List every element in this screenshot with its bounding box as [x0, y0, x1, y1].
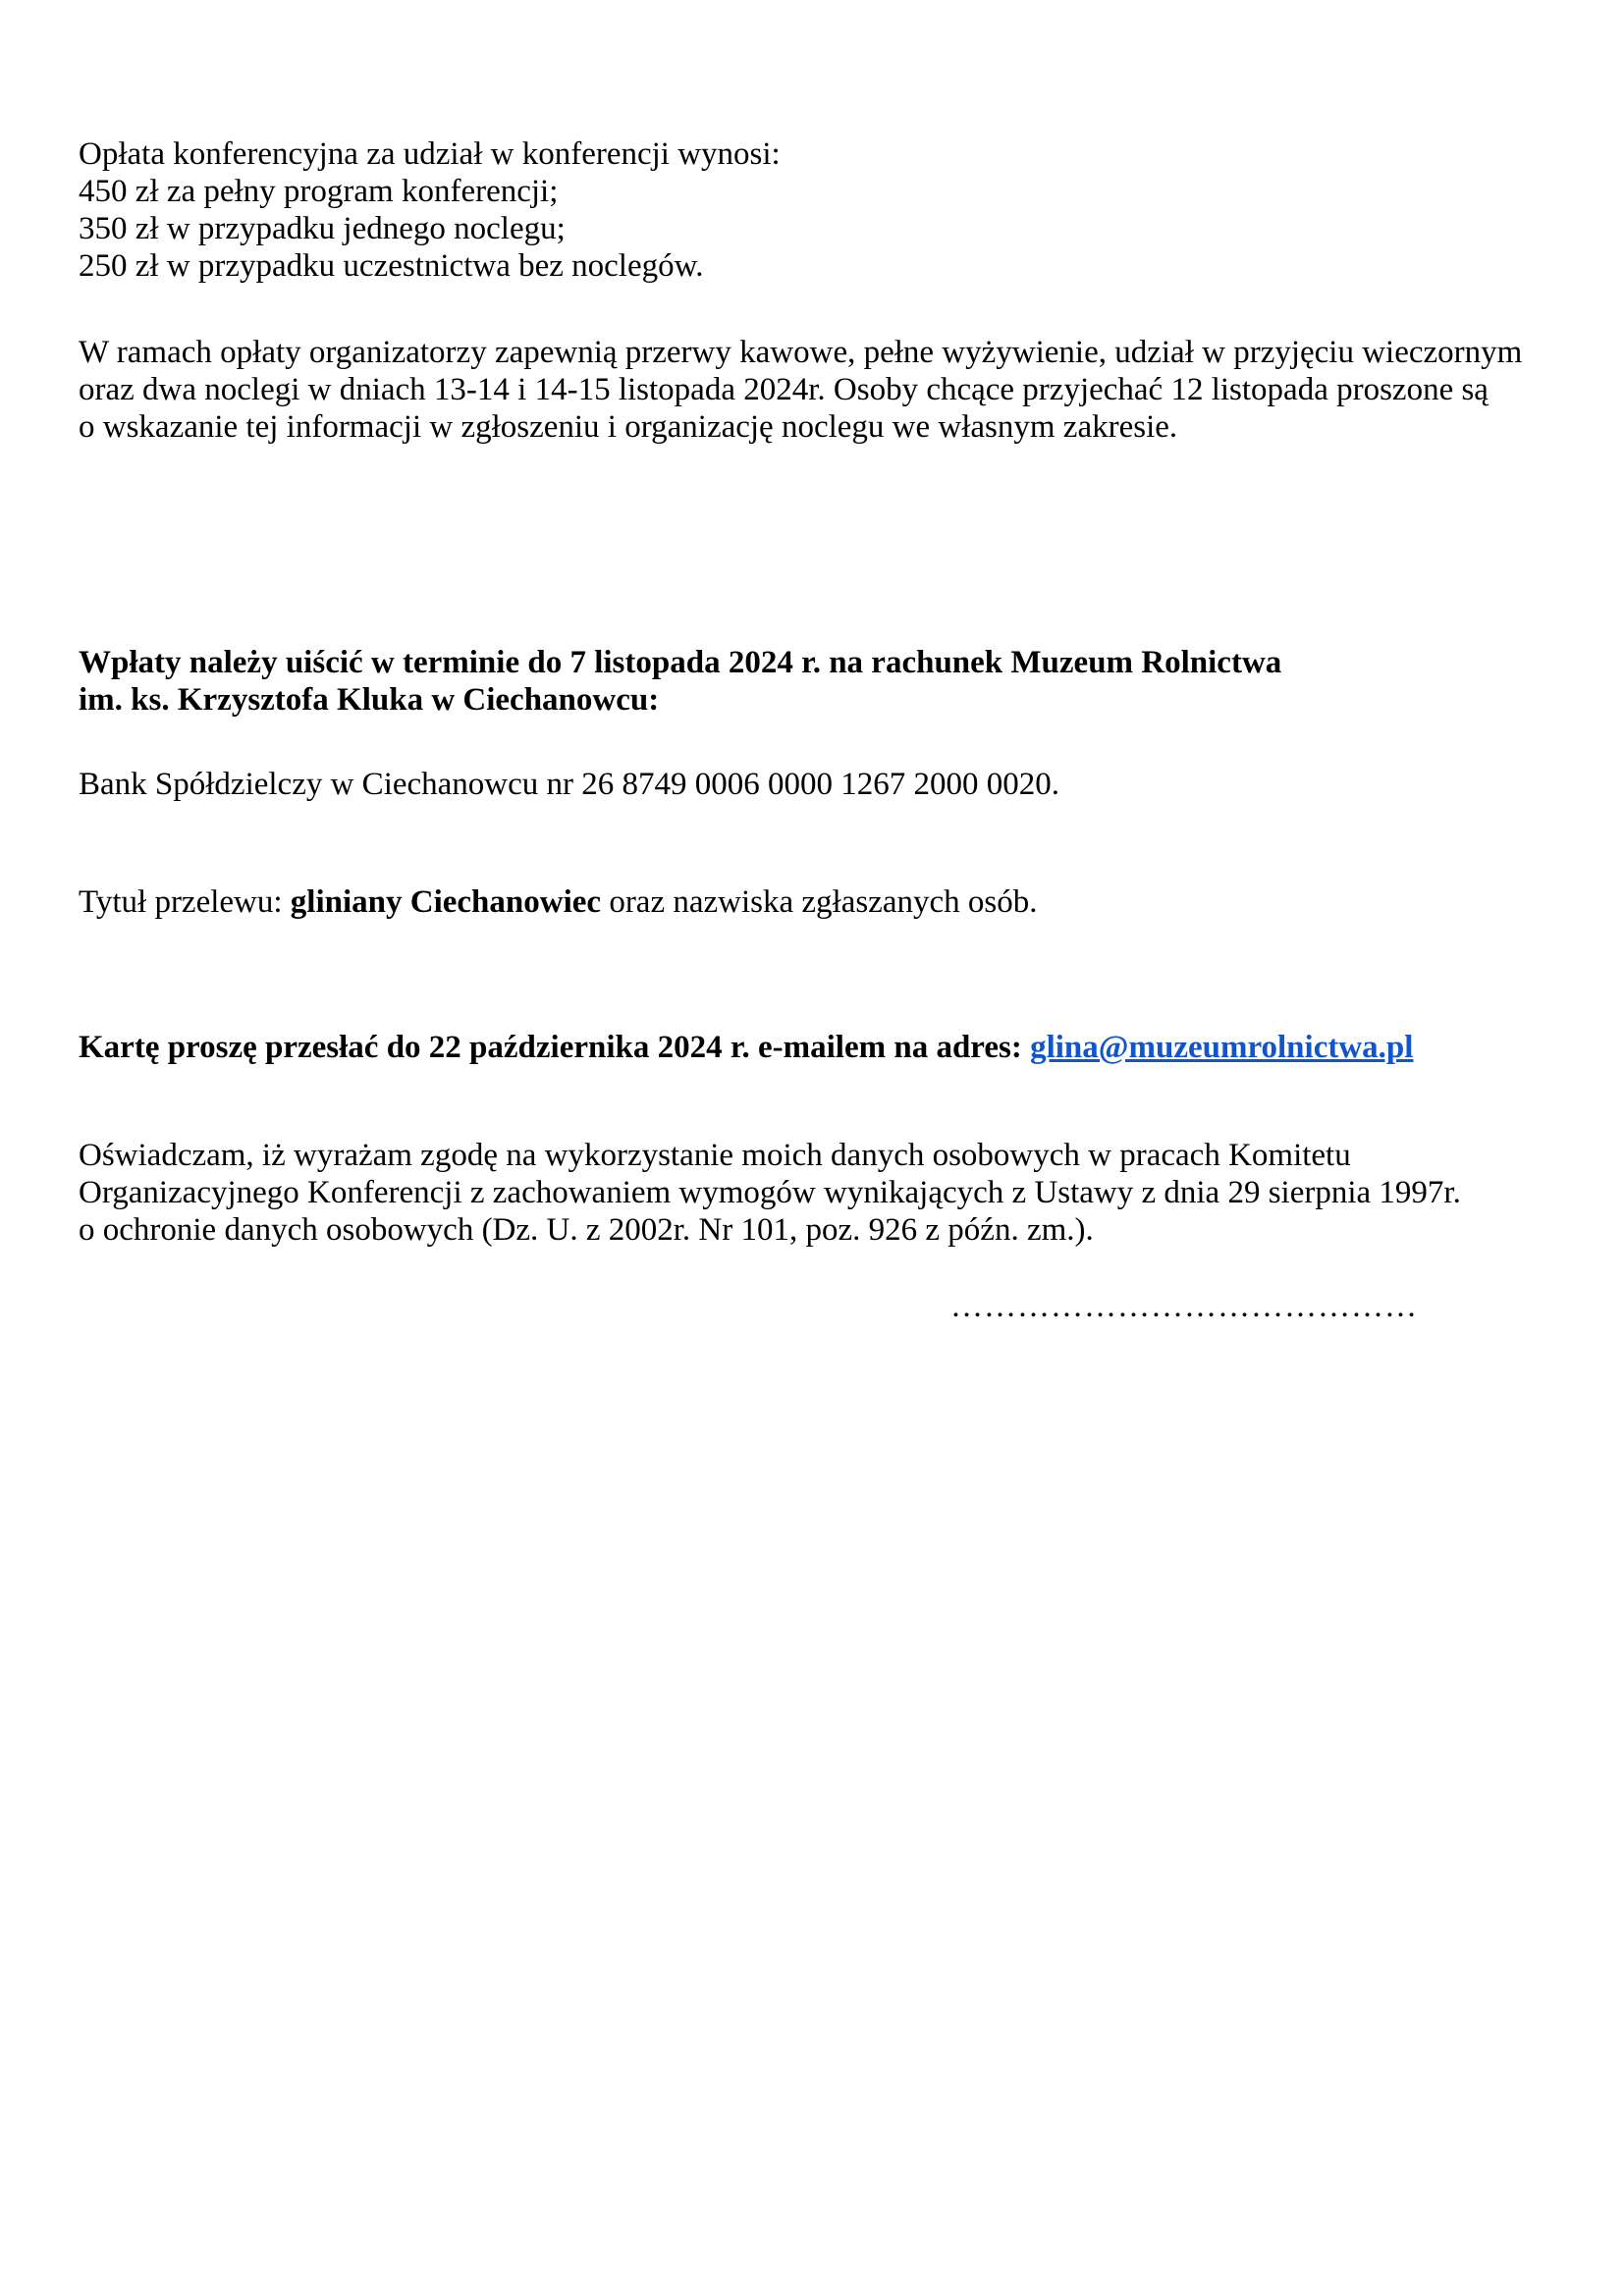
transfer-title-prefix: Tytuł przelewu: — [79, 884, 291, 920]
payment-deadline-line: Wpłaty należy uiścić w terminie do 7 listopada 2024 r. na rachunek Muzeum Rolnictwa — [79, 645, 1282, 680]
signature-line: …………………………………… — [950, 1289, 1418, 1324]
document-page — [79, 135, 1555, 1325]
conference-fees-section — [79, 135, 1555, 446]
submission-paragraph — [79, 1029, 1555, 1066]
payment-deadline-line: im. ks. Krzysztofa Kluka w Ciechanowcu: — [79, 682, 660, 718]
transfer-title-paragraph — [79, 883, 1555, 921]
fees-included-paragraph — [79, 334, 1555, 446]
consent-line: Organizacyjnego Konferencji z zachowaniem wymogów wynikających z Ustawy z dnia 29 sierpnia 1997r. — [79, 1175, 1461, 1210]
fees-intro: Opłata konferencyjna za udział w konferencji wynosi: — [79, 136, 781, 172]
fee-item-one-night: 350 zł w przypadku jednego noclegu; — [79, 211, 566, 246]
transfer-title-suffix: oraz nazwiska zgłaszanych osób. — [601, 884, 1038, 920]
fees-included-line: o wskazanie tej informacji w zgłoszeniu i organizację noclegu we własnym zakresie. — [79, 409, 1178, 445]
fees-included-line: W ramach opłaty organizatorzy zapewnią przerwy kawowe, pełne wyżywienie, udział w przyjęciu wieczornym — [79, 335, 1523, 370]
email-link[interactable]: glina@muzeumrolnictwa.pl — [1030, 1030, 1414, 1065]
fee-item-no-nights: 250 zł w przypadku uczestnictwa bez noclegów. — [79, 248, 704, 284]
consent-line: o ochronie danych osobowych (Dz. U. z 2002r. Nr 101, poz. 926 z późn. zm.). — [79, 1212, 1094, 1248]
payment-deadline-paragraph — [79, 644, 1555, 719]
transfer-title-bold: gliniany Ciechanowiec — [290, 884, 602, 920]
fees-included-line: oraz dwa noclegi w dniach 13-14 i 14-15 listopada 2024r. Osoby chcące przyjechać 12 listopada proszone są — [79, 372, 1489, 407]
submission-text: Kartę proszę przesłać do 22 października 2024 r. e-mailem na adres: — [79, 1030, 1031, 1065]
bank-account: Bank Spółdzielczy w Ciechanowcu nr 26 8749 0006 0000 1267 2000 0020. — [79, 767, 1060, 802]
consent-paragraph — [79, 1137, 1555, 1249]
fee-item-full: 450 zł za pełny program konferencji; — [79, 174, 559, 209]
consent-line: Oświadczam, iż wyrażam zgodę na wykorzystanie moich danych osobowych w pracach Komitetu — [79, 1138, 1351, 1173]
